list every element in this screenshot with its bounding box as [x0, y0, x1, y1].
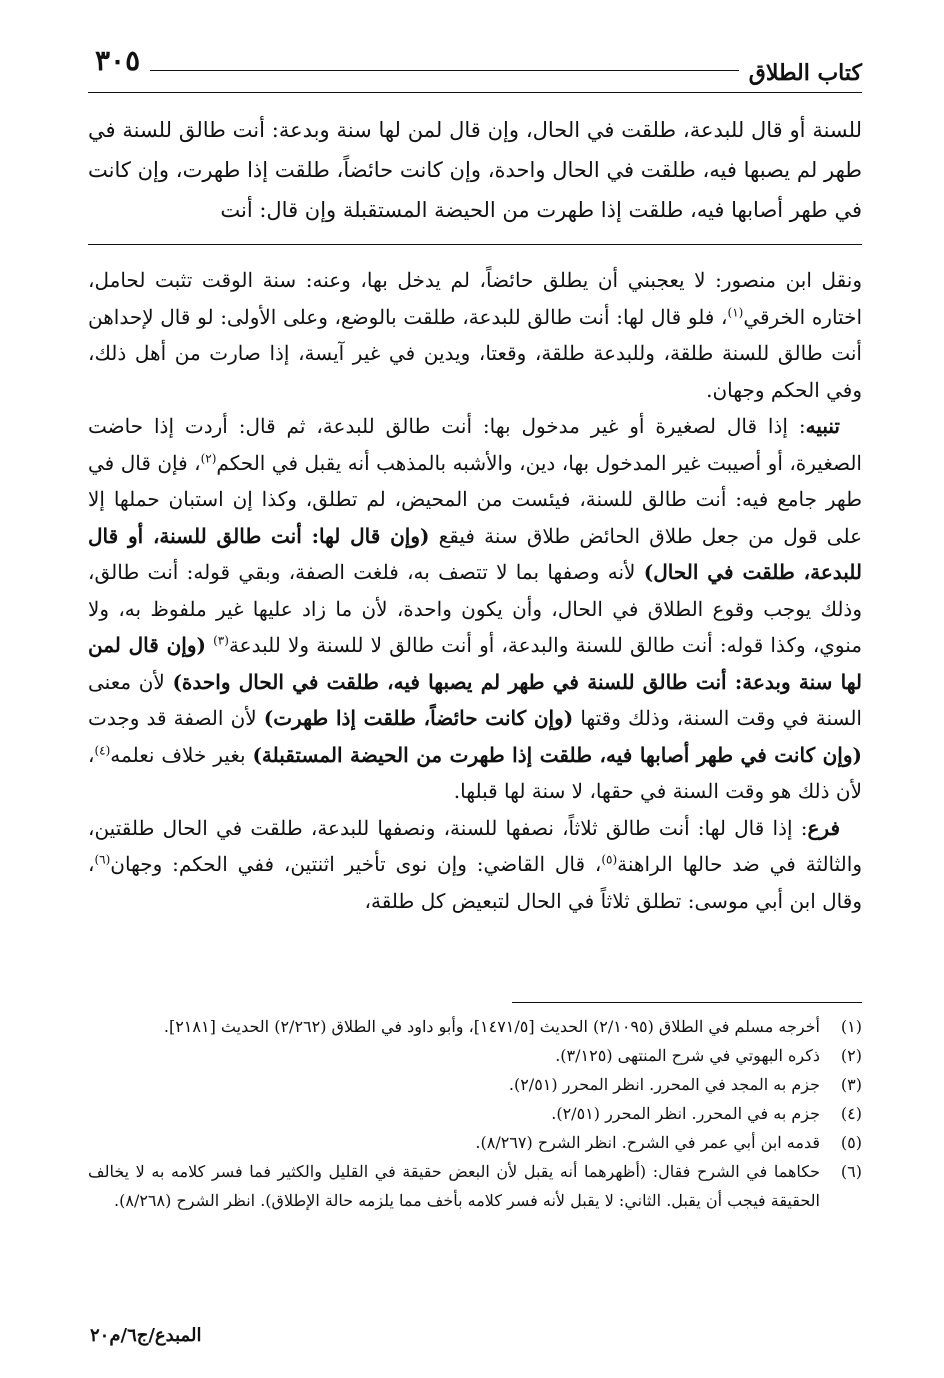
sharh-text-span: : إذا قال لها: أنت طالق ثلاثاً، نصفها للسنة، ونصفها للبدعة، طلقت في الحال طلقتين، والثالثة في ضد حالها الراهنة — [88, 815, 862, 876]
sharh-text-span: : إذا قال لصغيرة أو غير مدخول بها: أنت طالق للبدعة، ثم قال: أردت إذا حاضت الصغيرة، أو أصيبت غير المدخول بها، دين، والأشبه بالمذهب أنه يقبل في الحكم — [88, 414, 862, 475]
sharh-text-span: ، فإن قال في طهر جامع فيه: أنت طالق للسنة، فيئست من المحيض، لم تطلق، وكذا إن استبان حملها إلا على قول من جعل طلاق الحائض طلاق سنة فيقع — [88, 450, 863, 548]
sharh-text-span: لأنه وصفها بما لا تتصف به، فلغت الصفة، وبقي قوله: أنت طالق، وذلك يوجب وقوع الطلاق في الحال، وأن يكون واحدة، لأن ما زاد عليها غير ملفوظ به، ولا منوي، وكذا قوله: أنت طالق للسنة والبدعة، أو أنت طالق لا للسنة ولا للبدعة — [88, 560, 863, 657]
footnote-rule — [512, 1002, 862, 1003]
printer-signature: المبدع/ج٦/م٢٠ — [90, 1325, 202, 1346]
footnote-ref: (٢) — [200, 450, 217, 465]
sharh-paragraph-2 — [88, 408, 862, 810]
footnote-text: ذكره البهوتي في شرح المنتهى (٣/١٢٥). — [555, 1046, 820, 1065]
sharh-text-span: ونقل ابن منصور: لا يعجبني أن يطلق حائضاً، لم يدخل بها، وعنه: سنة الوقت تثبت لحامل، اختاره الخرقي — [88, 268, 863, 329]
matn-quote: (وإن كانت حائضاً، طلقت إذا طهرت) — [263, 706, 574, 730]
sharh-text — [88, 262, 862, 919]
footnote-text: أخرجه مسلم في الطلاق (٢/١٠٩٥) الحديث [١٤٧١/٥]، وأبو داود في الطلاق (٢/٢٦٢) الحديث [٢١٨١]. — [163, 1017, 820, 1036]
paragraph-label: فرع — [807, 815, 840, 840]
footnote-text: جزم به في المحرر. انظر المحرر (٢/٥١). — [551, 1104, 820, 1123]
sharh-text-span: ، قال القاضي: وإن نوى تأخير اثنتين، ففي الحكم: وجهان — [110, 852, 602, 876]
footnote-text: جزم به المجد في المحرر. انظر المحرر (٢/٥١). — [508, 1075, 820, 1094]
footnote-ref: (٥) — [601, 852, 618, 867]
header-underline — [88, 92, 862, 93]
footnotes — [88, 1012, 862, 1215]
running-title: كتاب الطلاق — [748, 60, 862, 86]
footnote-ref: (٤) — [94, 742, 111, 757]
sharh-paragraph-1 — [88, 262, 862, 408]
footnote-text: حكاهما في الشرح فقال: (أظهرهما أنه يقبل لأن البعض حقيقة في القليل والكثير فما فسر كلامه به لا يخالف الحقيقة فيجب أن يقبل. الثاني: لا يقبل لأنه فسر كلامه بأخف مما يلزمه حالة الإطلاق). انظر الشرح (٨/٢٦٨). — [88, 1162, 821, 1210]
footnote-number: (١) — [840, 1017, 862, 1036]
sharh-text-span: ، وقال ابن أبي موسى: تطلق ثلاثاً في الحال لتبعيض كل طلقة، — [88, 852, 862, 913]
footnote — [88, 1012, 862, 1041]
footnote — [88, 1157, 862, 1215]
matn-quote: (وإن قال لها: أنت طالق للسنة، أو قال للبدعة، طلقت في الحال) — [88, 523, 863, 584]
header-rule — [150, 70, 739, 71]
footnote-ref: (١) — [727, 304, 744, 319]
footnote-ref: (٦) — [94, 852, 111, 867]
sharh-text-span: لأن معنى السنة في وقت السنة، وذلك وقتها — [88, 669, 862, 730]
sharh-text-span: ، فلو قال لها: أنت طالق للبدعة، طلقت بالوضع، وعلى الأولى: لو قال لإحداهن أنت طالق للسنة طلقة، وللبدعة طلقة، وقعتا، ويدين في غير آيسة، إذا صارت من أهل ذلك، وفي الحكم وجهان. — [88, 304, 862, 402]
footnote — [88, 1070, 862, 1099]
matn-quote: (وإن كانت في طهر أصابها فيه، طلقت إذا طهرت من الحيضة المستقبلة) — [252, 742, 862, 767]
page-number: ٣٠٥ — [95, 44, 141, 77]
footnote-text: قدمه ابن أبي عمر في الشرح. انظر الشرح (٨/٢٦٧). — [475, 1133, 820, 1152]
footnote — [88, 1128, 862, 1157]
footnote-number: (٥) — [840, 1133, 862, 1152]
footnote-number: (٤) — [840, 1104, 862, 1123]
matn-text: للسنة أو قال للبدعة، طلقت في الحال، وإن قال لمن لها سنة وبدعة: أنت طالق للسنة في طهر لم يصبها فيه، طلقت في الحال واحدة، وإن كانت حائضاً، طلقت إذا طهرت، وإن كانت في طهر أصابها فيه، طلقت إذا طهرت من الحيضة المستقبلة وإن قال: أنت — [88, 118, 862, 222]
footnote-number: (٣) — [840, 1075, 862, 1094]
footnote — [88, 1041, 862, 1070]
footnote — [88, 1099, 862, 1128]
footnote-ref: (٣) — [213, 633, 229, 648]
sharh-paragraph-3 — [88, 810, 862, 920]
sharh-text-span: بغير خلاف نعلمه — [110, 742, 253, 767]
matn-divider — [88, 244, 862, 245]
footnote-number: (٢) — [840, 1046, 862, 1065]
matn-quote: (وإن قال لمن لها سنة وبدعة: أنت طالق للسنة في طهر لم يصبها فيه، طلقت في الحال واحدة) — [88, 633, 863, 694]
sharh-text-span: لأن الصفة قد وجدت — [88, 706, 264, 730]
footnote-number: (٦) — [840, 1162, 862, 1181]
sharh-text-span: ، لأن ذلك هو وقت السنة في حقها، لا سنة لها قبلها. — [88, 742, 862, 803]
paragraph-label: تنبيه — [805, 414, 840, 438]
